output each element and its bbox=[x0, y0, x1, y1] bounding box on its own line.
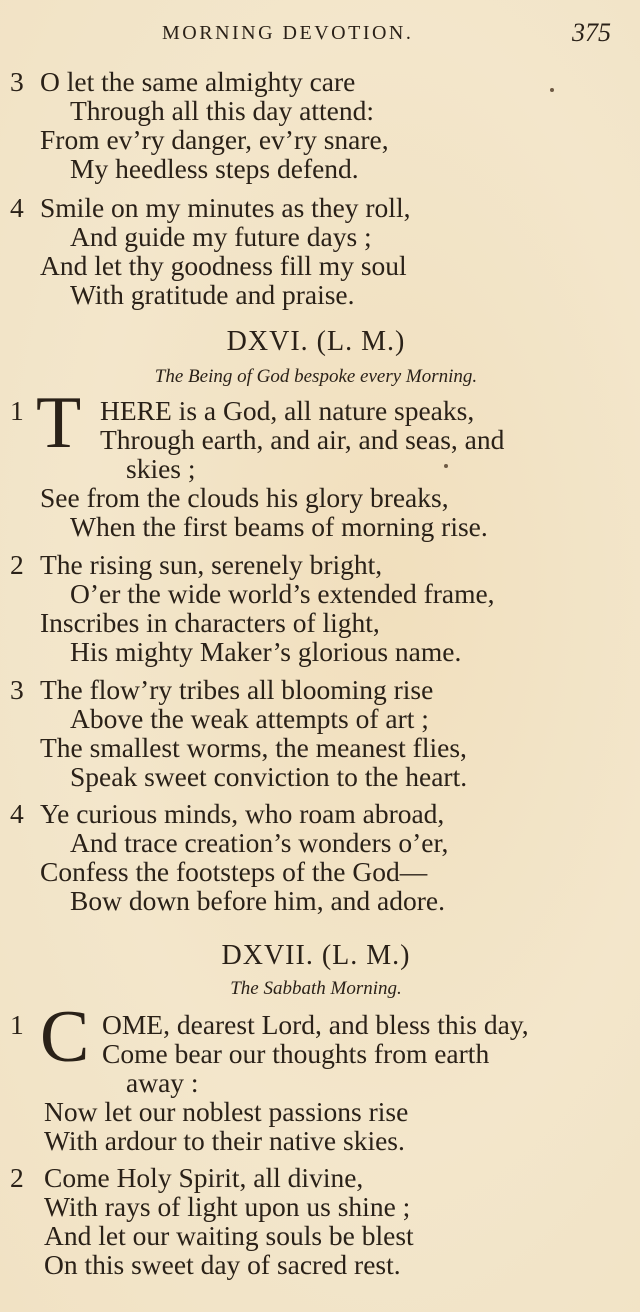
verse-line: The smallest worms, the meanest flies, bbox=[40, 732, 467, 763]
verse-line: Through all this day attend: bbox=[70, 95, 374, 126]
verse-line: With rays of light upon us shine ; bbox=[44, 1191, 411, 1222]
verse-line: Come bear our thoughts from earth bbox=[102, 1038, 490, 1069]
verse-line: His mighty Maker’s glorious name. bbox=[70, 636, 462, 667]
verse-line: On this sweet day of sacred rest. bbox=[44, 1249, 401, 1280]
hymn-title: DXVI. (L. M.) bbox=[226, 326, 406, 357]
stanza-number: 2 bbox=[10, 549, 24, 580]
paper-speck bbox=[444, 464, 448, 468]
verse-line: O let the same almighty care bbox=[40, 66, 356, 97]
verse-line: And trace creation’s wonders o’er, bbox=[70, 827, 449, 858]
verse-line: Confess the footsteps of the God— bbox=[40, 856, 428, 887]
verse-line: And let our waiting souls be blest bbox=[44, 1220, 414, 1251]
verse-line: away : bbox=[126, 1067, 199, 1098]
verse-line: HERE is a God, all nature speaks, bbox=[100, 395, 475, 426]
verse-line: My heedless steps defend. bbox=[70, 153, 359, 184]
verse-line: From ev’ry danger, ev’ry snare, bbox=[40, 124, 389, 155]
verse-line: O’er the wide world’s extended frame, bbox=[70, 578, 495, 609]
paper-speck bbox=[550, 88, 554, 92]
hymn-subtitle: The Being of God bespoke every Morning. bbox=[154, 366, 478, 387]
stanza-number: 1 bbox=[10, 1009, 24, 1040]
stanza-number: 1 bbox=[10, 395, 24, 426]
verse-line: And guide my future days ; bbox=[70, 221, 372, 252]
verse-line: skies ; bbox=[126, 453, 196, 484]
verse-line: Bow down before him, and adore. bbox=[70, 885, 445, 916]
verse-line: With gratitude and praise. bbox=[70, 279, 355, 310]
drop-cap: C bbox=[40, 996, 90, 1078]
page-number: 375 bbox=[572, 18, 611, 47]
verse-line: Speak sweet conviction to the heart. bbox=[70, 761, 468, 792]
verse-line: Now let our noblest passions rise bbox=[44, 1096, 409, 1127]
verse-line: The flow’ry tribes all blooming rise bbox=[40, 674, 434, 705]
verse-line: OME, dearest Lord, and bless this day, bbox=[102, 1009, 529, 1040]
verse-line: Ye curious minds, who roam abroad, bbox=[40, 798, 445, 829]
running-title: MORNING DEVOTION. bbox=[162, 22, 414, 44]
verse-line: And let thy goodness fill my soul bbox=[40, 250, 407, 281]
verse-line: Above the weak attempts of art ; bbox=[70, 703, 429, 734]
hymn-subtitle: The Sabbath Morning. bbox=[230, 978, 402, 999]
drop-cap: T bbox=[36, 382, 82, 464]
verse-line: Smile on my minutes as they roll, bbox=[40, 192, 411, 223]
verse-line: Inscribes in characters of light, bbox=[40, 607, 380, 638]
stanza-number: 4 bbox=[10, 798, 24, 829]
verse-line: Through earth, and air, and seas, and bbox=[100, 424, 505, 455]
verse-line: When the first beams of morning rise. bbox=[70, 511, 488, 542]
hymn-title: DXVII. (L. M.) bbox=[221, 940, 411, 971]
stanza-number: 2 bbox=[10, 1162, 24, 1193]
stanza-number: 3 bbox=[10, 66, 24, 97]
stanza-number: 4 bbox=[10, 192, 24, 223]
verse-line: Come Holy Spirit, all divine, bbox=[44, 1162, 364, 1193]
page-header bbox=[0, 18, 640, 54]
verse-line: With ardour to their native skies. bbox=[44, 1125, 405, 1156]
stanza-number: 3 bbox=[10, 674, 24, 705]
verse-line: The rising sun, serenely bright, bbox=[40, 549, 383, 580]
verse-line: See from the clouds his glory breaks, bbox=[40, 482, 449, 513]
